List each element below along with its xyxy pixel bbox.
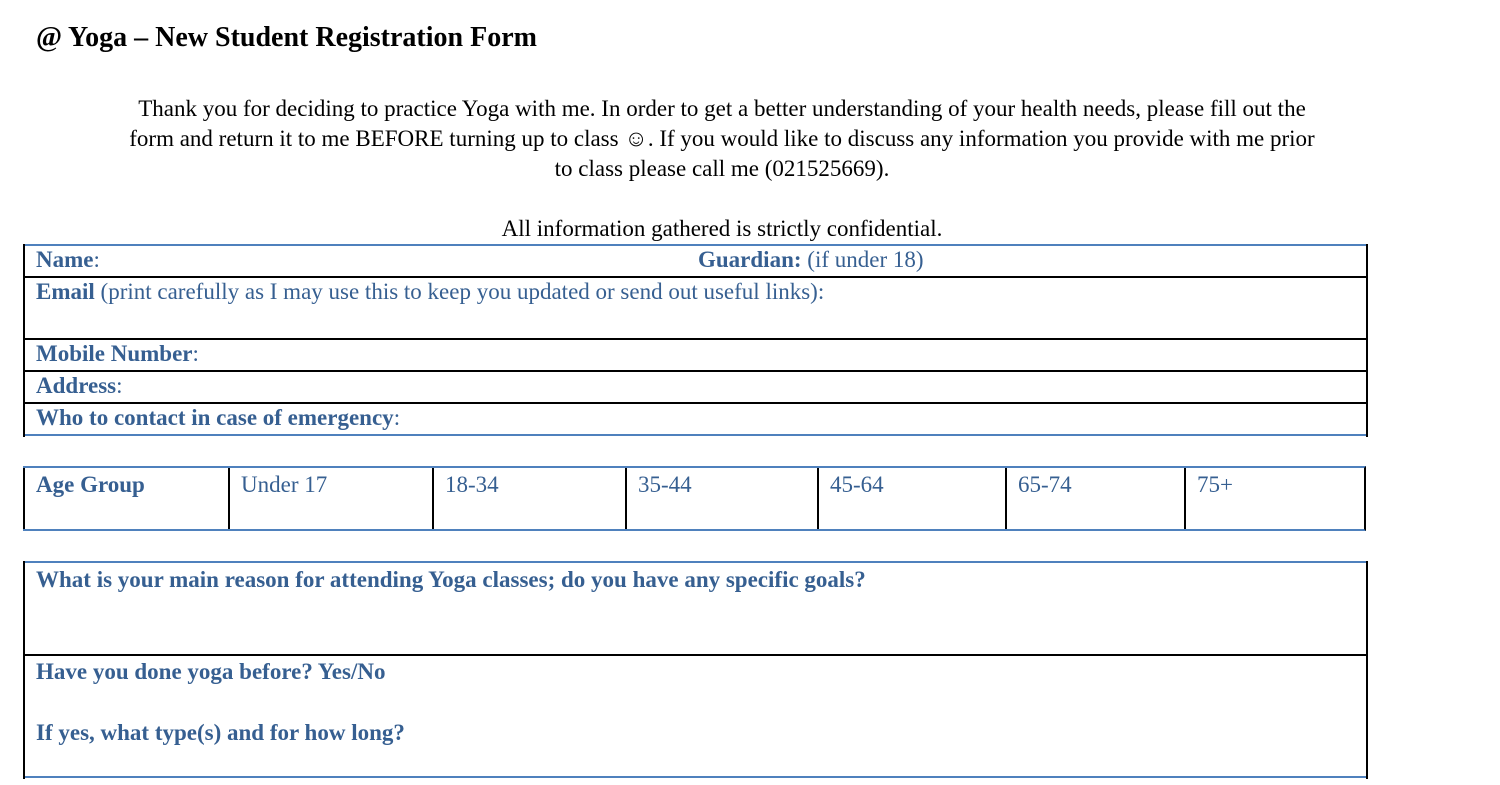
intro-text	[22, 94, 1422, 184]
age-option-45-64[interactable]	[817, 468, 1006, 529]
age-option-text: 45-64	[830, 472, 884, 497]
intro-line: to class please call me (021525669).	[554, 156, 890, 181]
intro-line: Thank you for deciding to practice Yoga with me. In order to get a better understanding of your health needs, please fill out the	[138, 96, 1306, 121]
divider	[25, 776, 1366, 778]
age-option-35-44[interactable]	[625, 468, 818, 529]
main-reason-field[interactable]	[25, 561, 1366, 655]
guardian-field[interactable]	[698, 246, 924, 274]
colon: :	[116, 373, 123, 398]
mobile-field[interactable]	[25, 338, 1366, 371]
yoga-questions-table	[23, 561, 1368, 779]
age-group-label-text: Age Group	[36, 472, 145, 497]
emergency-label: Who to contact in case of emergency	[36, 405, 394, 430]
age-option-text: 65-74	[1018, 472, 1072, 497]
age-group-table	[23, 466, 1366, 531]
age-option-65-74[interactable]	[1005, 468, 1185, 529]
yoga-type-question: If yes, what type(s) and for how long?	[36, 720, 405, 745]
experience-field[interactable]	[25, 654, 1366, 777]
colon: :	[393, 405, 401, 430]
address-label: Address	[36, 373, 117, 398]
intro-line: form and return it to me BEFORE turning up to class ☺. If you would like to discuss any information you provide with me prior	[129, 126, 1315, 151]
age-option-75-plus[interactable]	[1184, 468, 1364, 529]
email-field[interactable]	[25, 276, 1366, 339]
address-field[interactable]	[25, 370, 1366, 403]
name-label: Name	[36, 247, 94, 272]
colon: :	[93, 247, 100, 272]
age-option-text: 18-34	[445, 472, 499, 497]
colon: :	[192, 341, 199, 366]
age-option-text: Under 17	[241, 472, 328, 497]
age-option-under-17[interactable]	[228, 468, 433, 529]
age-option-18-34[interactable]	[432, 468, 626, 529]
age-group-label	[23, 468, 229, 529]
email-label: Email	[36, 279, 95, 304]
contact-details-table	[23, 244, 1368, 437]
guardian-label: Guardian:	[698, 247, 802, 272]
guardian-note: (if under 18)	[801, 247, 924, 272]
confidential-note: All information gathered is strictly confidential.	[501, 216, 943, 241]
done-yoga-before-question: Have you done yoga before? Yes/No	[36, 659, 386, 684]
name-field[interactable]	[25, 244, 1366, 277]
age-option-text: 35-44	[638, 472, 692, 497]
divider	[25, 434, 1366, 436]
mobile-label: Mobile Number	[36, 341, 193, 366]
emergency-contact-field[interactable]	[25, 402, 1366, 435]
main-reason-question: What is your main reason for attending Yoga classes; do you have any specific goals?	[36, 567, 866, 592]
email-note: (print carefully as I may use this to keep you updated or send out useful links):	[94, 279, 825, 304]
age-option-text: 75+	[1197, 472, 1233, 497]
page-title: @ Yoga – New Student Registration Form	[36, 22, 537, 53]
